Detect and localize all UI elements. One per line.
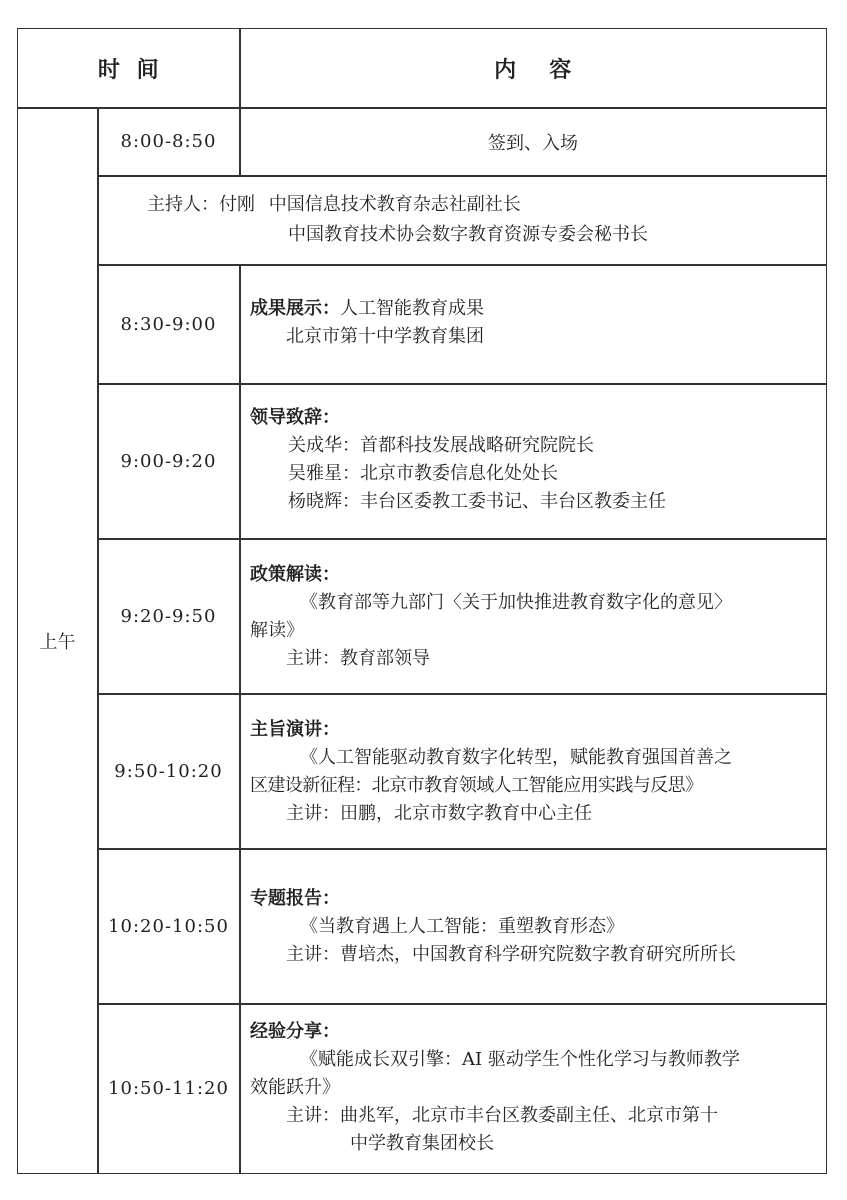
session-line: 关成华：首都科技发展战略研究院院长: [288, 435, 594, 456]
session-line: 《教育部等九部门〈关于加快推进教育数字化的意见〉: [300, 592, 732, 613]
session-line: 《赋能成长双引擎：AI 驱动学生个性化学习与教师教学: [300, 1049, 740, 1070]
time-label: 9:20-9:50: [120, 605, 217, 627]
content-cell: [240, 849, 826, 1003]
checkin-text: 签到、入场: [488, 132, 578, 154]
session-title: 政策解读：: [250, 564, 340, 585]
content-cell: [240, 265, 826, 383]
time-label: 8:00-8:50: [120, 131, 217, 152]
time-cell: [98, 694, 239, 848]
host-label: 主持人：付刚: [147, 194, 255, 215]
session-line: 人工智能教育成果: [340, 298, 484, 319]
session-line: 《当教育遇上人工智能：重塑教育形态》: [300, 916, 624, 937]
session-title: 经验分享：: [250, 1021, 340, 1042]
header-content-label: 内 容: [494, 56, 572, 83]
session-title: 专题报告：: [250, 888, 340, 909]
content-cell: [240, 694, 826, 848]
session-title: 领导致辞：: [250, 407, 340, 428]
time-cell: [98, 108, 239, 175]
content-cell: [240, 539, 826, 693]
session-line: 区建设新征程：北京市教育领域人工智能应用实践与反思》: [250, 775, 703, 796]
session-line: 主讲：教育部领导: [286, 648, 430, 669]
session-line: 主讲：曲兆军，北京市丰台区教委副主任、北京市第十: [286, 1105, 718, 1126]
time-cell: [98, 265, 239, 383]
content-cell: [240, 1004, 826, 1173]
time-label: 10:50-11:20: [108, 1078, 229, 1099]
time-label: 8:30-9:00: [120, 313, 217, 335]
time-label: 9:00-9:20: [120, 450, 217, 472]
content-cell: [240, 108, 826, 175]
session-line: 中学教育集团校长: [350, 1133, 494, 1154]
time-label: 9:50-10:20: [114, 760, 223, 782]
host-cell: [98, 176, 826, 264]
session-line: 吴雅星：北京市教委信息化处处长: [288, 463, 558, 484]
session-line: 杨晓辉：丰台区委教工委书记、丰台区教委主任: [288, 491, 666, 512]
time-cell: [98, 539, 239, 693]
period-cell: [18, 108, 97, 1173]
session-title: 成果展示：: [250, 298, 340, 319]
agenda-table: [17, 28, 827, 1174]
session-line: 主讲：田鹏，北京市数字教育中心主任: [286, 803, 592, 824]
header-content: [240, 29, 826, 107]
session-line: 效能跃升》: [250, 1077, 340, 1098]
header-time: [18, 29, 239, 107]
host-title-1: 中国信息技术教育杂志社副社长: [268, 194, 521, 215]
time-label: 10:20-10:50: [108, 915, 229, 937]
session-title: 主旨演讲：: [250, 719, 340, 740]
time-cell: [98, 1004, 239, 1173]
host-title-2: 中国教育技术协会数字教育资源专委会秘书长: [288, 224, 648, 245]
period-label: 上午: [39, 631, 76, 653]
time-cell: [98, 384, 239, 538]
session-line: 解读》: [250, 620, 304, 641]
session-line: 北京市第十中学教育集团: [286, 326, 484, 347]
time-cell: [98, 849, 239, 1003]
header-time-label: 时 间: [97, 56, 160, 83]
session-line: 《人工智能驱动教育数字化转型，赋能教育强国首善之: [300, 747, 732, 768]
content-cell: [240, 384, 826, 538]
session-line: 主讲：曹培杰，中国教育科学研究院数字教育研究所所长: [286, 944, 736, 965]
